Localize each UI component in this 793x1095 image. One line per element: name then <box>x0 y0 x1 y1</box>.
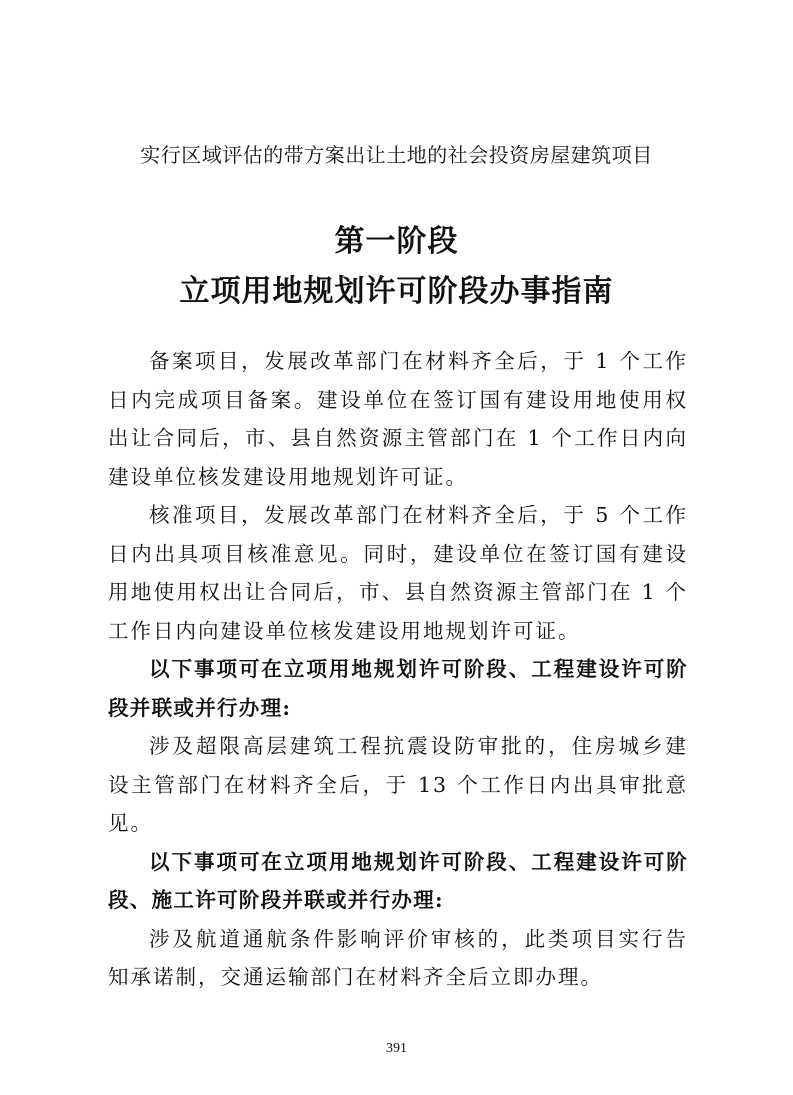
page-number: 391 <box>386 1041 407 1056</box>
paragraph-approval-project: 核准项目，发展改革部门在材料齐全后，于 5 个工作日内出具项目核准意见。同时，建设单位在签订国有建设用地使用权出让合同后，市、县自然资源主管部门在 1 个工作日内向建设单位核发建设用地规划许可证。 <box>108 503 688 643</box>
header-title: 实行区域评估的带方案出让土地的社会投资房屋建筑项目 <box>140 143 653 167</box>
stage-title: 第一阶段 <box>334 224 459 259</box>
paragraph-navigation-review: 涉及航道通航条件影响评价审核的，此类项目实行告知承诺制，交通运输部门在材料齐全后立即办理。 <box>108 926 688 989</box>
paragraph-filing-project: 备案项目，发展改革部门在材料齐全后，于 1 个工作日内完成项目备案。建设单位在签订国有建设用地使用权出让合同后，市、县自然资源主管部门在 1 个工作日内向建设单位核发建设用地规划许可证。 <box>108 349 688 489</box>
paragraph-heading-parallel-2: 以下事项可在立项用地规划许可阶段、工程建设许可阶段、施工许可阶段并联或并行办理: <box>108 849 688 912</box>
paragraph-heading-parallel-1: 以下事项可在立项用地规划许可阶段、工程建设许可阶段并联或并行办理: <box>108 657 688 720</box>
body-text <box>108 342 688 997</box>
paragraph-seismic-review: 涉及超限高层建筑工程抗震设防审批的，住房城乡建设主管部门在材料齐全后，于 13 个工作日内出具审批意见。 <box>108 734 688 835</box>
stage-subtitle: 立项用地规划许可阶段办事指南 <box>179 274 614 309</box>
